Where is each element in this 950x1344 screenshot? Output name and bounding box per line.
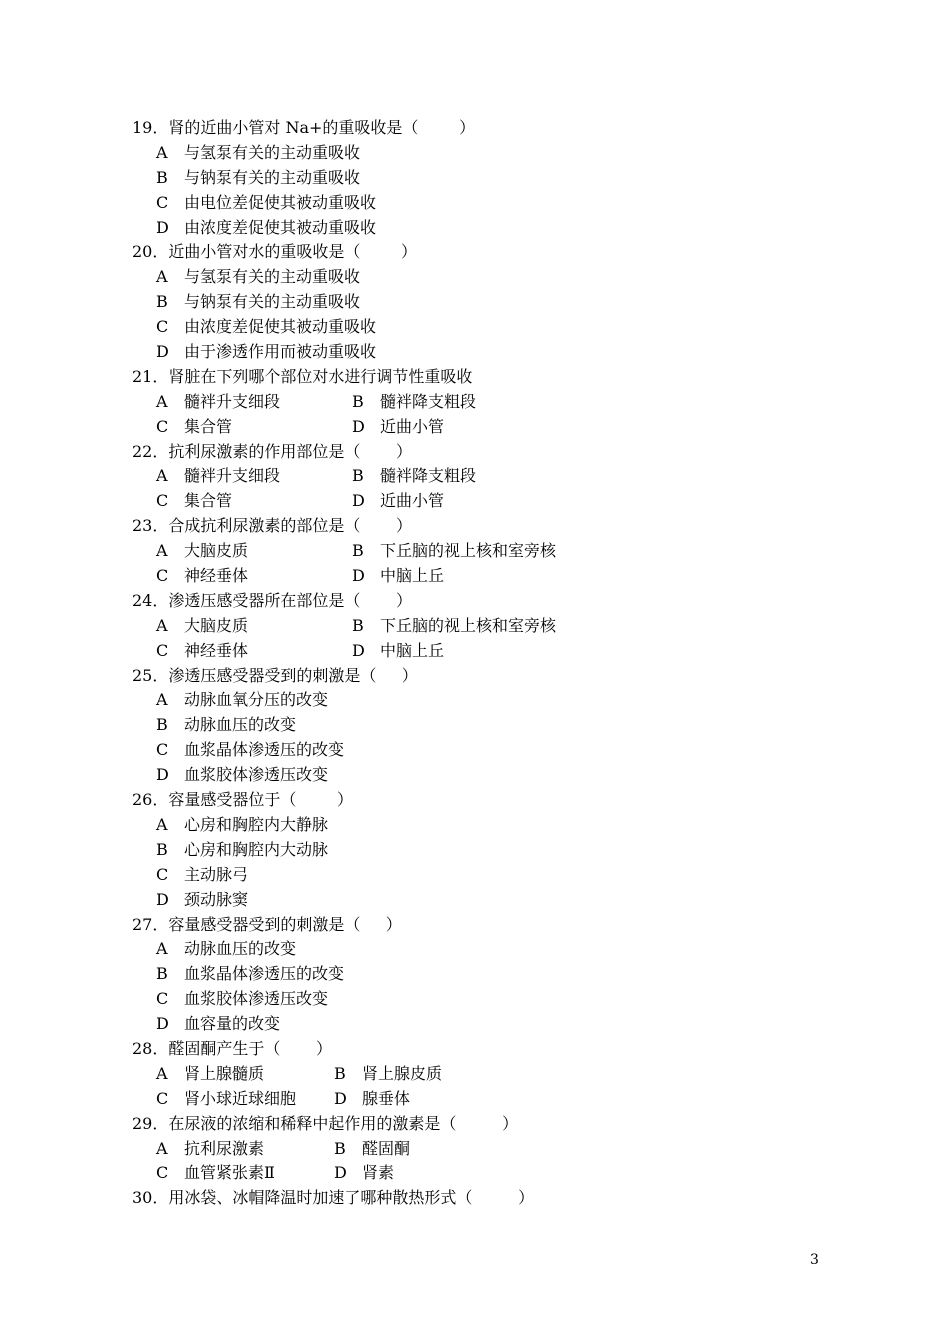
answer-option bbox=[156, 937, 296, 962]
option-text: 由浓度差促使其被动重吸收 bbox=[184, 317, 377, 337]
option-letter: C bbox=[156, 740, 169, 760]
option-text: 由于渗透作用而被动重吸收 bbox=[184, 342, 377, 362]
answer-option bbox=[352, 415, 444, 440]
option-text: 心房和胸腔内大动脉 bbox=[184, 839, 329, 859]
option-letter: D bbox=[156, 342, 169, 362]
option-text: 血浆胶体渗透压改变 bbox=[184, 765, 329, 785]
answer-option bbox=[156, 888, 248, 913]
answer-option bbox=[334, 1161, 394, 1186]
option-text: 中脑上丘 bbox=[380, 566, 445, 586]
answer-option bbox=[156, 216, 376, 241]
answer-option bbox=[156, 688, 328, 713]
question-stem: 19．肾的近曲小管对 Na+的重吸收是（ ） bbox=[132, 118, 476, 137]
answer-option bbox=[156, 738, 344, 763]
answer-option bbox=[334, 1087, 410, 1112]
option-row bbox=[132, 639, 852, 664]
answer-option bbox=[156, 415, 352, 440]
answer-option bbox=[156, 1087, 334, 1112]
answer-option bbox=[156, 863, 248, 888]
option-letter: D bbox=[352, 640, 365, 660]
answer-option bbox=[352, 614, 556, 639]
answer-option bbox=[156, 265, 360, 290]
answer-option bbox=[156, 962, 344, 987]
option-row bbox=[132, 688, 852, 713]
option-letter: B bbox=[156, 292, 168, 312]
answer-option bbox=[156, 166, 360, 191]
option-row bbox=[132, 763, 852, 788]
option-row bbox=[132, 614, 852, 639]
answer-option bbox=[352, 564, 444, 589]
question-stem: 27．容量感受器受到的刺激是（ ） bbox=[132, 914, 402, 934]
option-letter: B bbox=[334, 1063, 346, 1083]
answer-option bbox=[156, 813, 328, 838]
option-row bbox=[132, 813, 852, 838]
option-letter: C bbox=[156, 566, 169, 586]
answer-option bbox=[156, 464, 352, 489]
option-text: 动脉血氧分压的改变 bbox=[184, 690, 329, 710]
question-stem: 29．在尿液的浓缩和稀释中起作用的激素是（ ） bbox=[132, 1113, 519, 1133]
option-letter: A bbox=[156, 1063, 168, 1083]
answer-option bbox=[156, 340, 376, 365]
option-letter: D bbox=[156, 1014, 169, 1034]
option-letter: B bbox=[352, 541, 364, 561]
answer-option bbox=[156, 290, 360, 315]
option-row bbox=[132, 564, 852, 589]
option-letter: A bbox=[156, 814, 168, 834]
option-text: 血管紧张素Ⅱ bbox=[184, 1163, 275, 1183]
question-list bbox=[132, 116, 852, 1211]
answer-option bbox=[156, 141, 360, 166]
option-letter: B bbox=[156, 167, 168, 187]
option-letter: A bbox=[156, 142, 168, 162]
option-row bbox=[132, 987, 852, 1012]
option-letter: C bbox=[156, 491, 169, 511]
option-row bbox=[132, 489, 852, 514]
option-row bbox=[132, 141, 852, 166]
option-row bbox=[132, 340, 852, 365]
option-text: 颈动脉窦 bbox=[184, 889, 249, 909]
option-letter: B bbox=[352, 466, 364, 486]
option-row bbox=[132, 937, 852, 962]
option-letter: D bbox=[352, 491, 365, 511]
option-text: 动脉血压的改变 bbox=[184, 939, 297, 959]
question-stem: 20．近曲小管对水的重吸收是（ ） bbox=[132, 242, 418, 262]
answer-option bbox=[156, 639, 352, 664]
option-row bbox=[132, 713, 852, 738]
answer-option bbox=[334, 1062, 442, 1087]
question-stem: 23．合成抗利尿激素的部位是（ ） bbox=[132, 516, 412, 536]
option-letter: B bbox=[352, 391, 364, 411]
question-stem: 22．抗利尿激素的作用部位是（ ） bbox=[132, 441, 412, 461]
option-row bbox=[132, 962, 852, 987]
option-letter: A bbox=[156, 267, 168, 287]
option-letter: A bbox=[156, 939, 168, 959]
option-row bbox=[132, 390, 852, 415]
answer-option bbox=[156, 539, 352, 564]
option-row bbox=[132, 888, 852, 913]
option-text: 肾上腺髓质 bbox=[184, 1063, 265, 1083]
answer-option bbox=[156, 1161, 334, 1186]
option-letter: C bbox=[156, 640, 169, 660]
option-letter: D bbox=[156, 889, 169, 909]
option-row bbox=[132, 464, 852, 489]
option-letter: A bbox=[156, 466, 168, 486]
answer-option bbox=[156, 315, 376, 340]
option-text: 血浆晶体渗透压的改变 bbox=[184, 964, 345, 984]
option-row bbox=[132, 315, 852, 340]
option-text: 神经垂体 bbox=[184, 566, 249, 586]
option-text: 由电位差促使其被动重吸收 bbox=[184, 192, 377, 212]
option-letter: C bbox=[156, 317, 169, 337]
page-number: 3 bbox=[810, 1252, 819, 1268]
option-row bbox=[132, 1137, 852, 1162]
question-stem: 24．渗透压感受器所在部位是（ ） bbox=[132, 590, 412, 610]
option-letter: C bbox=[156, 1163, 169, 1183]
option-text: 肾素 bbox=[362, 1163, 395, 1183]
option-text: 抗利尿激素 bbox=[184, 1138, 265, 1158]
option-text: 下丘脑的视上核和室旁核 bbox=[380, 615, 557, 635]
option-letter: D bbox=[334, 1163, 347, 1183]
option-row bbox=[132, 539, 852, 564]
option-text: 心房和胸腔内大静脉 bbox=[184, 814, 329, 834]
option-row bbox=[132, 1062, 852, 1087]
option-text: 醛固酮 bbox=[362, 1138, 411, 1158]
answer-option bbox=[156, 191, 376, 216]
option-letter: B bbox=[352, 615, 364, 635]
option-row bbox=[132, 166, 852, 191]
option-text: 腺垂体 bbox=[362, 1088, 411, 1108]
option-letter: A bbox=[156, 541, 168, 561]
option-text: 与钠泵有关的主动重吸收 bbox=[184, 292, 361, 312]
option-letter: C bbox=[156, 416, 169, 436]
option-text: 髓袢降支粗段 bbox=[380, 391, 477, 411]
option-letter: D bbox=[156, 765, 169, 785]
answer-option bbox=[352, 639, 444, 664]
option-text: 下丘脑的视上核和室旁核 bbox=[380, 541, 557, 561]
answer-option bbox=[156, 1137, 334, 1162]
option-text: 近曲小管 bbox=[380, 416, 445, 436]
option-text: 与氢泵有关的主动重吸收 bbox=[184, 267, 361, 287]
option-text: 动脉血压的改变 bbox=[184, 715, 297, 735]
option-text: 髓袢降支粗段 bbox=[380, 466, 477, 486]
option-letter: B bbox=[156, 964, 168, 984]
question-stem: 25．渗透压感受器受到的刺激是（ ） bbox=[132, 665, 418, 685]
option-letter: A bbox=[156, 690, 168, 710]
option-row bbox=[132, 415, 852, 440]
option-text: 与氢泵有关的主动重吸收 bbox=[184, 142, 361, 162]
option-row bbox=[132, 1161, 852, 1186]
option-letter: B bbox=[156, 715, 168, 735]
option-row bbox=[132, 265, 852, 290]
option-letter: A bbox=[156, 391, 168, 411]
question-stem: 21．肾脏在下列哪个部位对水进行调节性重吸收 bbox=[132, 366, 473, 386]
option-letter: C bbox=[156, 192, 169, 212]
option-letter: C bbox=[156, 989, 169, 1009]
option-row bbox=[132, 1087, 852, 1112]
answer-option bbox=[156, 390, 352, 415]
option-text: 中脑上丘 bbox=[380, 640, 445, 660]
question-stem: 28．醛固酮产生于（ ） bbox=[132, 1038, 332, 1058]
option-letter: D bbox=[352, 566, 365, 586]
answer-option bbox=[156, 564, 352, 589]
option-text: 集合管 bbox=[184, 491, 233, 511]
option-letter: C bbox=[156, 1088, 169, 1108]
option-text: 髓袢升支细段 bbox=[184, 391, 281, 411]
option-text: 血浆胶体渗透压改变 bbox=[184, 989, 329, 1009]
question-stem: 26．容量感受器位于（ ） bbox=[132, 790, 354, 810]
option-letter: C bbox=[156, 864, 169, 884]
option-row bbox=[132, 216, 852, 241]
option-letter: A bbox=[156, 1138, 168, 1158]
option-letter: B bbox=[334, 1138, 346, 1158]
answer-option bbox=[352, 539, 556, 564]
answer-option bbox=[352, 464, 476, 489]
option-text: 主动脉弓 bbox=[184, 864, 249, 884]
option-row bbox=[132, 838, 852, 863]
answer-option bbox=[352, 489, 444, 514]
option-letter: D bbox=[334, 1088, 347, 1108]
option-letter: D bbox=[156, 217, 169, 237]
option-text: 由浓度差促使其被动重吸收 bbox=[184, 217, 377, 237]
answer-option bbox=[156, 713, 296, 738]
option-text: 血容量的改变 bbox=[184, 1014, 281, 1034]
option-text: 大脑皮质 bbox=[184, 541, 249, 561]
option-text: 与钠泵有关的主动重吸收 bbox=[184, 167, 361, 187]
option-text: 髓袢升支细段 bbox=[184, 466, 281, 486]
option-row bbox=[132, 738, 852, 763]
option-text: 肾小球近球细胞 bbox=[184, 1088, 297, 1108]
option-text: 大脑皮质 bbox=[184, 615, 249, 635]
option-row bbox=[132, 863, 852, 888]
answer-option bbox=[156, 838, 328, 863]
option-row bbox=[132, 290, 852, 315]
answer-option bbox=[334, 1137, 410, 1162]
answer-option bbox=[156, 614, 352, 639]
answer-option bbox=[156, 1062, 334, 1087]
option-text: 肾上腺皮质 bbox=[362, 1063, 443, 1083]
option-text: 集合管 bbox=[184, 416, 233, 436]
answer-option bbox=[352, 390, 476, 415]
answer-option bbox=[156, 987, 328, 1012]
option-letter: B bbox=[156, 839, 168, 859]
option-letter: D bbox=[352, 416, 365, 436]
question-stem: 30．用冰袋、冰帽降温时加速了哪种散热形式（ ） bbox=[132, 1188, 535, 1208]
option-letter: A bbox=[156, 615, 168, 635]
option-text: 神经垂体 bbox=[184, 640, 249, 660]
option-row bbox=[132, 191, 852, 216]
answer-option bbox=[156, 1012, 280, 1037]
answer-option bbox=[156, 763, 328, 788]
answer-option bbox=[156, 489, 352, 514]
option-row bbox=[132, 1012, 852, 1037]
option-text: 近曲小管 bbox=[380, 491, 445, 511]
option-text: 血浆晶体渗透压的改变 bbox=[184, 740, 345, 760]
